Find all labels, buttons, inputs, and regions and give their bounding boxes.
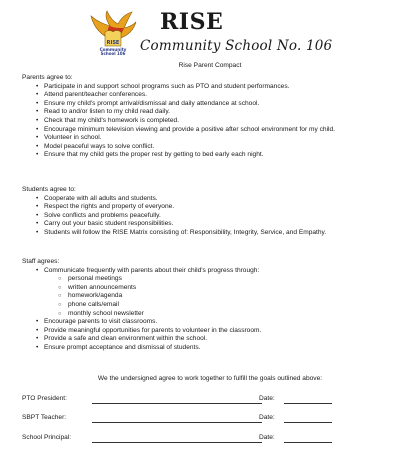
students-section: [22, 186, 412, 238]
sublist-item: ○ phone calls/email: [22, 301, 412, 310]
svg-text:RISE: RISE: [106, 40, 120, 46]
date-label: Date:: [259, 395, 275, 402]
parents-list: [22, 83, 412, 160]
date-label: Date:: [259, 434, 275, 441]
staff-list-continued: [22, 318, 412, 352]
list-item: • Ensure that my child gets the proper rest by getting to bed early each night.: [22, 151, 412, 160]
date-line: [284, 403, 332, 404]
signature-label: School Principal:: [22, 434, 72, 441]
list-item: • Check that my child's homework is completed.: [22, 117, 412, 126]
list-item: • Provide meaningful opportunities for parents to volunteer in the classroom.: [22, 327, 412, 336]
parents-section: [22, 74, 412, 160]
list-item: • Students will follow the RISE Matrix consisting of: Responsibility, Integrity, Service, and Empathy.: [22, 229, 412, 238]
list-item: • Ensure prompt acceptance and dismissal of students.: [22, 344, 412, 353]
date-label: Date:: [259, 414, 275, 421]
list-item: • Model peaceful ways to solve conflict.: [22, 143, 412, 152]
signature-label: SBPT Teacher:: [22, 414, 67, 421]
date-line: [284, 422, 332, 423]
list-item: • Encourage parents to visit classrooms.: [22, 318, 412, 327]
signature-line: [92, 403, 262, 404]
list-item: • Solve conflicts and problems peacefully.: [22, 212, 412, 221]
list-item: • Ensure my child's prompt arrival/dismissal and daily attendance at school.: [22, 100, 412, 109]
svg-text:School 106: School 106: [100, 51, 126, 56]
list-item: • Attend parent/teacher conferences.: [22, 91, 412, 100]
sublist-item: ○ written announcements: [22, 284, 412, 293]
agreement-statement: We the undersigned agree to work together to fulfill the goals outlined above:: [97, 375, 323, 382]
sublist-item: ○ personal meetings: [22, 275, 412, 284]
staff-list: [22, 267, 412, 276]
signature-line: [92, 422, 262, 423]
sublist-item: ○ homework/agenda: [22, 292, 412, 301]
list-item: [22, 267, 412, 276]
sublist-item: ○ monthly school newsletter: [22, 310, 412, 319]
school-logo: [88, 10, 138, 58]
school-name-title: RISE: [160, 9, 224, 35]
list-item: • Read to and/or listen to my child read daily.: [22, 108, 412, 117]
staff-section: [22, 258, 412, 353]
students-heading: Students agree to:: [22, 186, 76, 193]
signature-line: [92, 442, 262, 443]
signature-row-pto: [22, 395, 342, 405]
signature-row-sbpt: [22, 414, 342, 424]
svg-text:Community: Community: [99, 47, 127, 52]
staff-heading: Staff agrees:: [22, 258, 60, 265]
school-subtitle: Community School No. 106: [140, 38, 333, 54]
staff-communication-sublist: [22, 275, 412, 318]
date-line: [284, 442, 332, 443]
list-item: • Encourage minimum television viewing and provide a positive after school environment for my child.: [22, 126, 412, 135]
signature-row-principal: [22, 434, 342, 444]
students-list: [22, 195, 412, 238]
list-item: • Carry out your basic student responsibilities.: [22, 220, 412, 229]
signature-label: PTO President:: [22, 395, 67, 402]
list-item: • Provide a safe and clean environment within the school.: [22, 335, 412, 344]
list-item: • Participate in and support school programs such as PTO and student performances.: [22, 83, 412, 92]
parents-heading: Parents agree to:: [22, 74, 73, 81]
document-title: Rise Parent Compact: [178, 62, 242, 69]
list-item: • Volunteer in school.: [22, 134, 412, 143]
list-item: • Cooperate with all adults and students.: [22, 195, 412, 204]
list-item: • Respect the rights and property of everyone.: [22, 203, 412, 212]
staff-communicate-text: Communicate frequently with parents about their child's progress through:: [44, 266, 260, 274]
